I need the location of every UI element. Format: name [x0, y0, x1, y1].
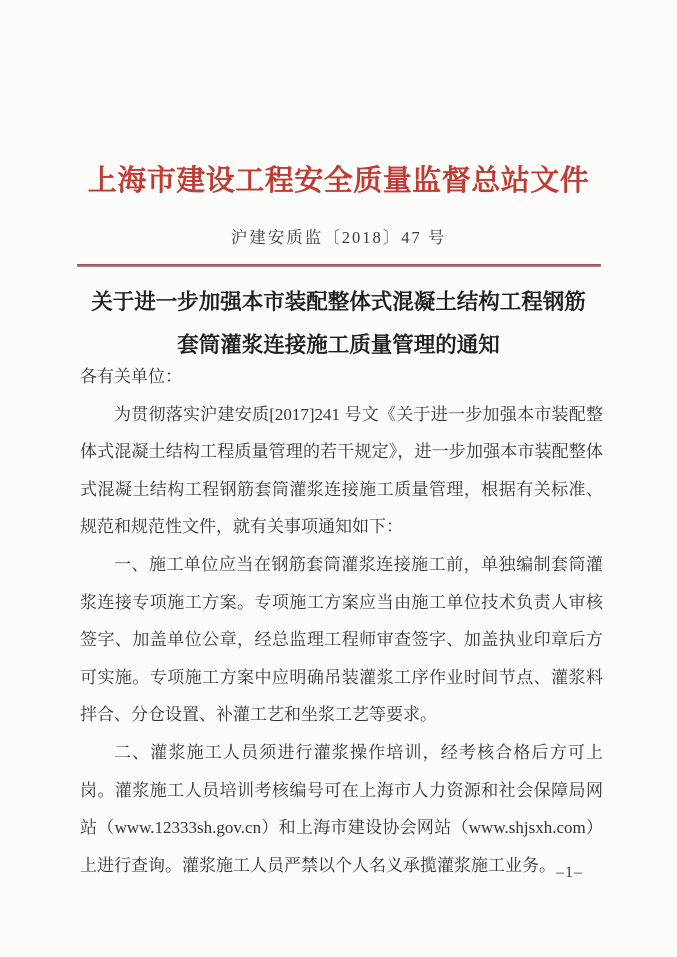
- document-subject-title: [0, 281, 677, 367]
- document-body: [80, 358, 603, 884]
- body-paragraph-item-2: 二、灌浆施工人员须进行灌浆操作培训，经考核合格后方可上岗。灌浆施工人员培训考核编号可在上海市人力资源和社会保障局网站（www.12333sh.gov.cn）和上海市建设协会网站（www.shjsxh.com）上进行查询。灌浆施工人员严禁以个人名义承揽灌浆施工业务。: [80, 742, 603, 875]
- salutation: 各有关单位：: [80, 367, 182, 386]
- body-paragraph-intro: 为贯彻落实沪建安质[2017]241 号文《关于进一步加强本市装配整体式混凝土结构工程质量管理的若干规定》，进一步加强本市装配整体式混凝土结构工程钢筋套筒灌浆连接施工质量管理，根据有关标准、规范和规范性文件，就有关事项通知如下：: [80, 404, 603, 537]
- header-divider-rule: [77, 264, 601, 267]
- body-paragraph-item-1: 一、施工单位应当在钢筋套筒灌浆连接施工前，单独编制套筒灌浆连接专项施工方案。专项施工方案应当由施工单位技术负责人审核签字、加盖单位公章，经总监理工程师审查签字、加盖执业印章后方可实施。专项施工方案中应明确吊装灌浆工序作业时间节点、灌浆料拌合、分仓设置、补灌工艺和坐浆工艺等要求。: [80, 554, 603, 725]
- page-number: –1–: [556, 864, 583, 881]
- subject-title-line-2: 套筒灌浆连接施工质量管理的通知: [177, 333, 500, 357]
- document-number: 沪建安质监〔2018〕47 号: [230, 228, 447, 247]
- subject-title-line-1: 关于进一步加强本市装配整体式混凝土结构工程钢筋: [91, 290, 586, 314]
- document-header-title: 上海市建设工程安全质量监督总站文件: [87, 165, 590, 197]
